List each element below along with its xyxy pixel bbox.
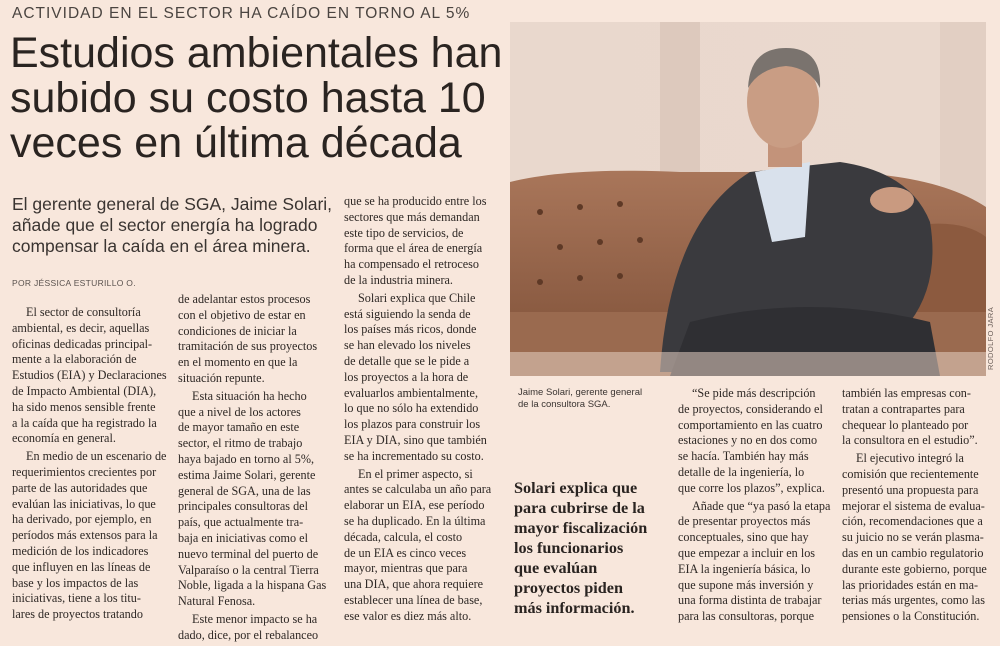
body-line: lo que no sólo ha extendido xyxy=(344,401,479,416)
photo-credit: RODOLFO JARA xyxy=(986,306,995,370)
body-line: la consultora en el estudio”. xyxy=(842,433,978,448)
body-line: base y los impactos de las xyxy=(12,575,139,590)
body-line: Noble, ligada a la hispana Gas xyxy=(178,578,327,593)
headline-line: veces en última década xyxy=(10,119,462,167)
body-line: En el primer aspecto, si xyxy=(358,466,473,481)
body-line: Solari explica que Chile xyxy=(358,290,476,305)
body-paragraph xyxy=(178,292,336,387)
body-line: país, que actualmente tra- xyxy=(178,515,304,530)
body-line: para las consultoras, porque xyxy=(678,609,815,624)
body-paragraph xyxy=(678,386,834,497)
article-byline: POR JÉSSICA ESTURILLO O. xyxy=(12,278,136,288)
body-line: En medio de un escenario de xyxy=(26,449,167,464)
body-line: situación repunte. xyxy=(178,370,265,385)
body-line: que influyen en las líneas de xyxy=(12,559,151,574)
body-line: los proyectos a la hora de xyxy=(344,369,469,384)
body-line: baja en iniciativas como el xyxy=(178,530,308,545)
body-line: ha compensado el retroceso xyxy=(344,257,480,272)
body-line: antes se calculaba un año para xyxy=(344,482,492,497)
body-line: haya bajado en torno al 5%, xyxy=(178,451,315,466)
body-line: EIA y DIA, sino que también xyxy=(344,432,487,447)
body-line: que empezar a incluir en los xyxy=(678,545,816,560)
body-column-3 xyxy=(344,194,502,627)
body-line: de presentar proyectos más xyxy=(678,514,811,529)
portrait-illustration xyxy=(510,22,986,376)
body-line: con el objetivo de estar en xyxy=(178,307,306,322)
body-column-2 xyxy=(178,292,336,646)
body-line: mayor, mientras que para xyxy=(344,561,468,576)
body-line: década, calcula, el costo xyxy=(344,529,463,544)
body-line: de un EIA es cinco veces xyxy=(344,545,467,560)
pull-quote-line: que evalúan xyxy=(514,559,598,577)
body-line: Estudios (EIA) y Declaraciones xyxy=(12,368,167,383)
pull-quote-line: Solari explica que xyxy=(514,479,638,497)
pull-quote-line: para cubrirse de la xyxy=(514,499,645,517)
article-deck xyxy=(12,194,333,257)
body-line: ha derivado, por ejemplo, en xyxy=(12,512,152,527)
pull-quote-line: más información. xyxy=(514,599,635,617)
body-line: que se ha producido entre los xyxy=(344,194,487,208)
pull-quote-line: proyectos piden xyxy=(514,579,623,597)
body-line: evaluarlos ambientalmente, xyxy=(344,385,479,400)
body-line: a la caída que ha registrado la xyxy=(12,415,157,430)
body-line: se ha duplicado. En la última xyxy=(344,513,486,528)
photo-caption xyxy=(518,387,670,411)
body-line: lares de proyectos tratando xyxy=(12,607,143,622)
article-kicker: ACTIVIDAD EN EL SECTOR HA CAÍDO EN TORNO AL 5% xyxy=(12,5,471,22)
body-line: “Se pide más descripción xyxy=(692,386,816,400)
body-line: principales consultoras del xyxy=(178,499,308,514)
body-line: se hacía. También hay más xyxy=(678,449,809,464)
body-line: oficinas dedicadas principal- xyxy=(12,336,153,351)
body-line: de Impacto Ambiental (DIA), xyxy=(12,383,157,398)
body-line: requerimientos crecientes por xyxy=(12,464,157,479)
body-column-5 xyxy=(842,386,992,627)
body-line: economía en general. xyxy=(12,431,116,446)
body-line: medición de los indicadores xyxy=(12,543,149,558)
body-line: que corre los plazos”, explica. xyxy=(678,480,825,495)
body-paragraph xyxy=(178,612,336,644)
body-line: iniciativas, tiene a los titu- xyxy=(12,591,141,606)
body-line: El sector de consultoría xyxy=(26,305,141,319)
pull-quote-line: mayor fiscalización xyxy=(514,519,648,537)
body-line: las prioridades están en ma- xyxy=(842,577,979,592)
body-line: dado, dice, por el rebalanceo xyxy=(178,627,319,642)
body-column-4 xyxy=(678,386,834,627)
body-line: comportamiento en las cuatro xyxy=(678,417,823,432)
body-line: sectores que más demandan xyxy=(344,209,480,224)
body-line: Este menor impacto se ha xyxy=(192,611,318,626)
body-line: El ejecutivo integró la xyxy=(856,451,964,466)
body-line: parte de las autoridades que xyxy=(12,480,148,495)
caption-line: Jaime Solari, gerente general xyxy=(518,387,643,398)
body-line: los plazos para construir los xyxy=(344,417,481,432)
caption-line: de la consultora SGA. xyxy=(518,399,611,410)
body-line: mejorar el sistema de evalua- xyxy=(842,498,985,513)
body-line: se han elevado los niveles xyxy=(344,338,471,353)
body-line: Valparaíso o la central Tierra xyxy=(178,562,319,577)
deck-line: añade que el sector energía ha logrado xyxy=(12,215,318,235)
body-paragraph xyxy=(178,389,336,610)
body-line: períodos más extensos para la xyxy=(12,528,158,543)
body-line: EIA la ingeniería básica, lo xyxy=(678,561,811,576)
body-line: los países más ricos, donde xyxy=(344,322,477,337)
body-line: durante este gobierno, porque xyxy=(842,561,987,576)
body-line: chequear lo planteado por xyxy=(842,417,969,432)
body-line: de mayor tamaño en este xyxy=(178,420,300,435)
body-line: terias más urgentes, como las xyxy=(842,593,985,608)
body-line: mente a la elaboración de xyxy=(12,352,137,367)
body-line: ción, recomendaciones que a xyxy=(842,514,983,529)
body-line: una DIA, que ahora requiere xyxy=(344,577,484,592)
body-line: ha sido menos sensible frente xyxy=(12,399,156,414)
body-line: de proyectos, considerando el xyxy=(678,401,823,416)
body-paragraph xyxy=(344,194,502,289)
body-line: ambiental, es decir, aquellas xyxy=(12,320,150,335)
body-line: pensiones o la Constitución. xyxy=(842,609,980,624)
body-line: comisión que recientemente xyxy=(842,466,979,481)
body-line: tramitación de sus proyectos xyxy=(178,339,318,354)
body-line: conceptuales, sino que hay xyxy=(678,530,809,545)
body-paragraph xyxy=(842,386,992,449)
headline-line: subido su costo hasta 10 xyxy=(10,74,486,122)
deck-line: compensar la caída en el área minera. xyxy=(12,236,311,256)
body-paragraph xyxy=(12,305,170,447)
body-line: este tipo de servicios, de xyxy=(344,225,464,240)
body-line: condiciones de iniciar la xyxy=(178,323,297,338)
body-paragraph xyxy=(344,467,502,625)
body-paragraph xyxy=(12,449,170,623)
body-line: que supone más inversión y xyxy=(678,577,814,592)
body-line: presentó una propuesta para xyxy=(842,482,979,497)
body-line: tratan a contrapartes para xyxy=(842,401,965,416)
article-headline xyxy=(10,31,508,166)
article-photo xyxy=(510,22,986,376)
body-line: forma que el área de energía xyxy=(344,241,483,256)
body-paragraph xyxy=(678,499,834,625)
body-paragraph xyxy=(842,451,992,625)
body-line: se ha incrementado su costo. xyxy=(344,448,484,463)
body-line: una forma distinta de trabajar xyxy=(678,593,822,608)
body-line: Esta situación ha hecho xyxy=(192,388,307,403)
body-line: general de SGA, una de las xyxy=(178,483,311,498)
body-paragraph xyxy=(344,291,502,465)
body-line: estima Jaime Solari, gerente xyxy=(178,467,316,482)
body-line: Añade que “ya pasó la etapa xyxy=(692,498,831,513)
body-line: ese valor es diez más alto. xyxy=(344,608,472,623)
deck-line: El gerente general de SGA, Jaime Solari, xyxy=(12,194,333,214)
body-line: también las empresas con- xyxy=(842,386,971,400)
pull-quote xyxy=(514,478,674,618)
pull-quote-line: los funcionarios xyxy=(514,539,624,557)
body-line: que a nivel de los actores xyxy=(178,404,301,419)
body-line: su juicio no se verán plasma- xyxy=(842,530,984,545)
body-line: elaborar un EIA, ese período xyxy=(344,498,485,513)
body-line: sector, el ritmo de trabajo xyxy=(178,436,303,451)
body-line: Natural Fenosa. xyxy=(178,594,256,609)
body-line: de la industria minera. xyxy=(344,272,453,287)
body-line: de adelantar estos procesos xyxy=(178,292,311,306)
body-line: nuevo terminal del puerto de xyxy=(178,546,319,561)
body-line: das en un cambio regulatorio xyxy=(842,545,984,560)
body-line: está siguiendo la senda de xyxy=(344,306,471,321)
body-line: evalúan las iniciativas, lo que xyxy=(12,496,156,511)
body-line: de detalle que se le pide a xyxy=(344,353,470,368)
body-line: establecer una línea de base, xyxy=(344,592,483,607)
body-line: estaciones y no en dos como xyxy=(678,433,818,448)
body-line: en el momento en que la xyxy=(178,355,298,370)
body-column-1 xyxy=(12,305,170,625)
body-line: detalle de la ingeniería, lo xyxy=(678,464,805,479)
headline-line: Estudios ambientales han xyxy=(10,29,503,77)
